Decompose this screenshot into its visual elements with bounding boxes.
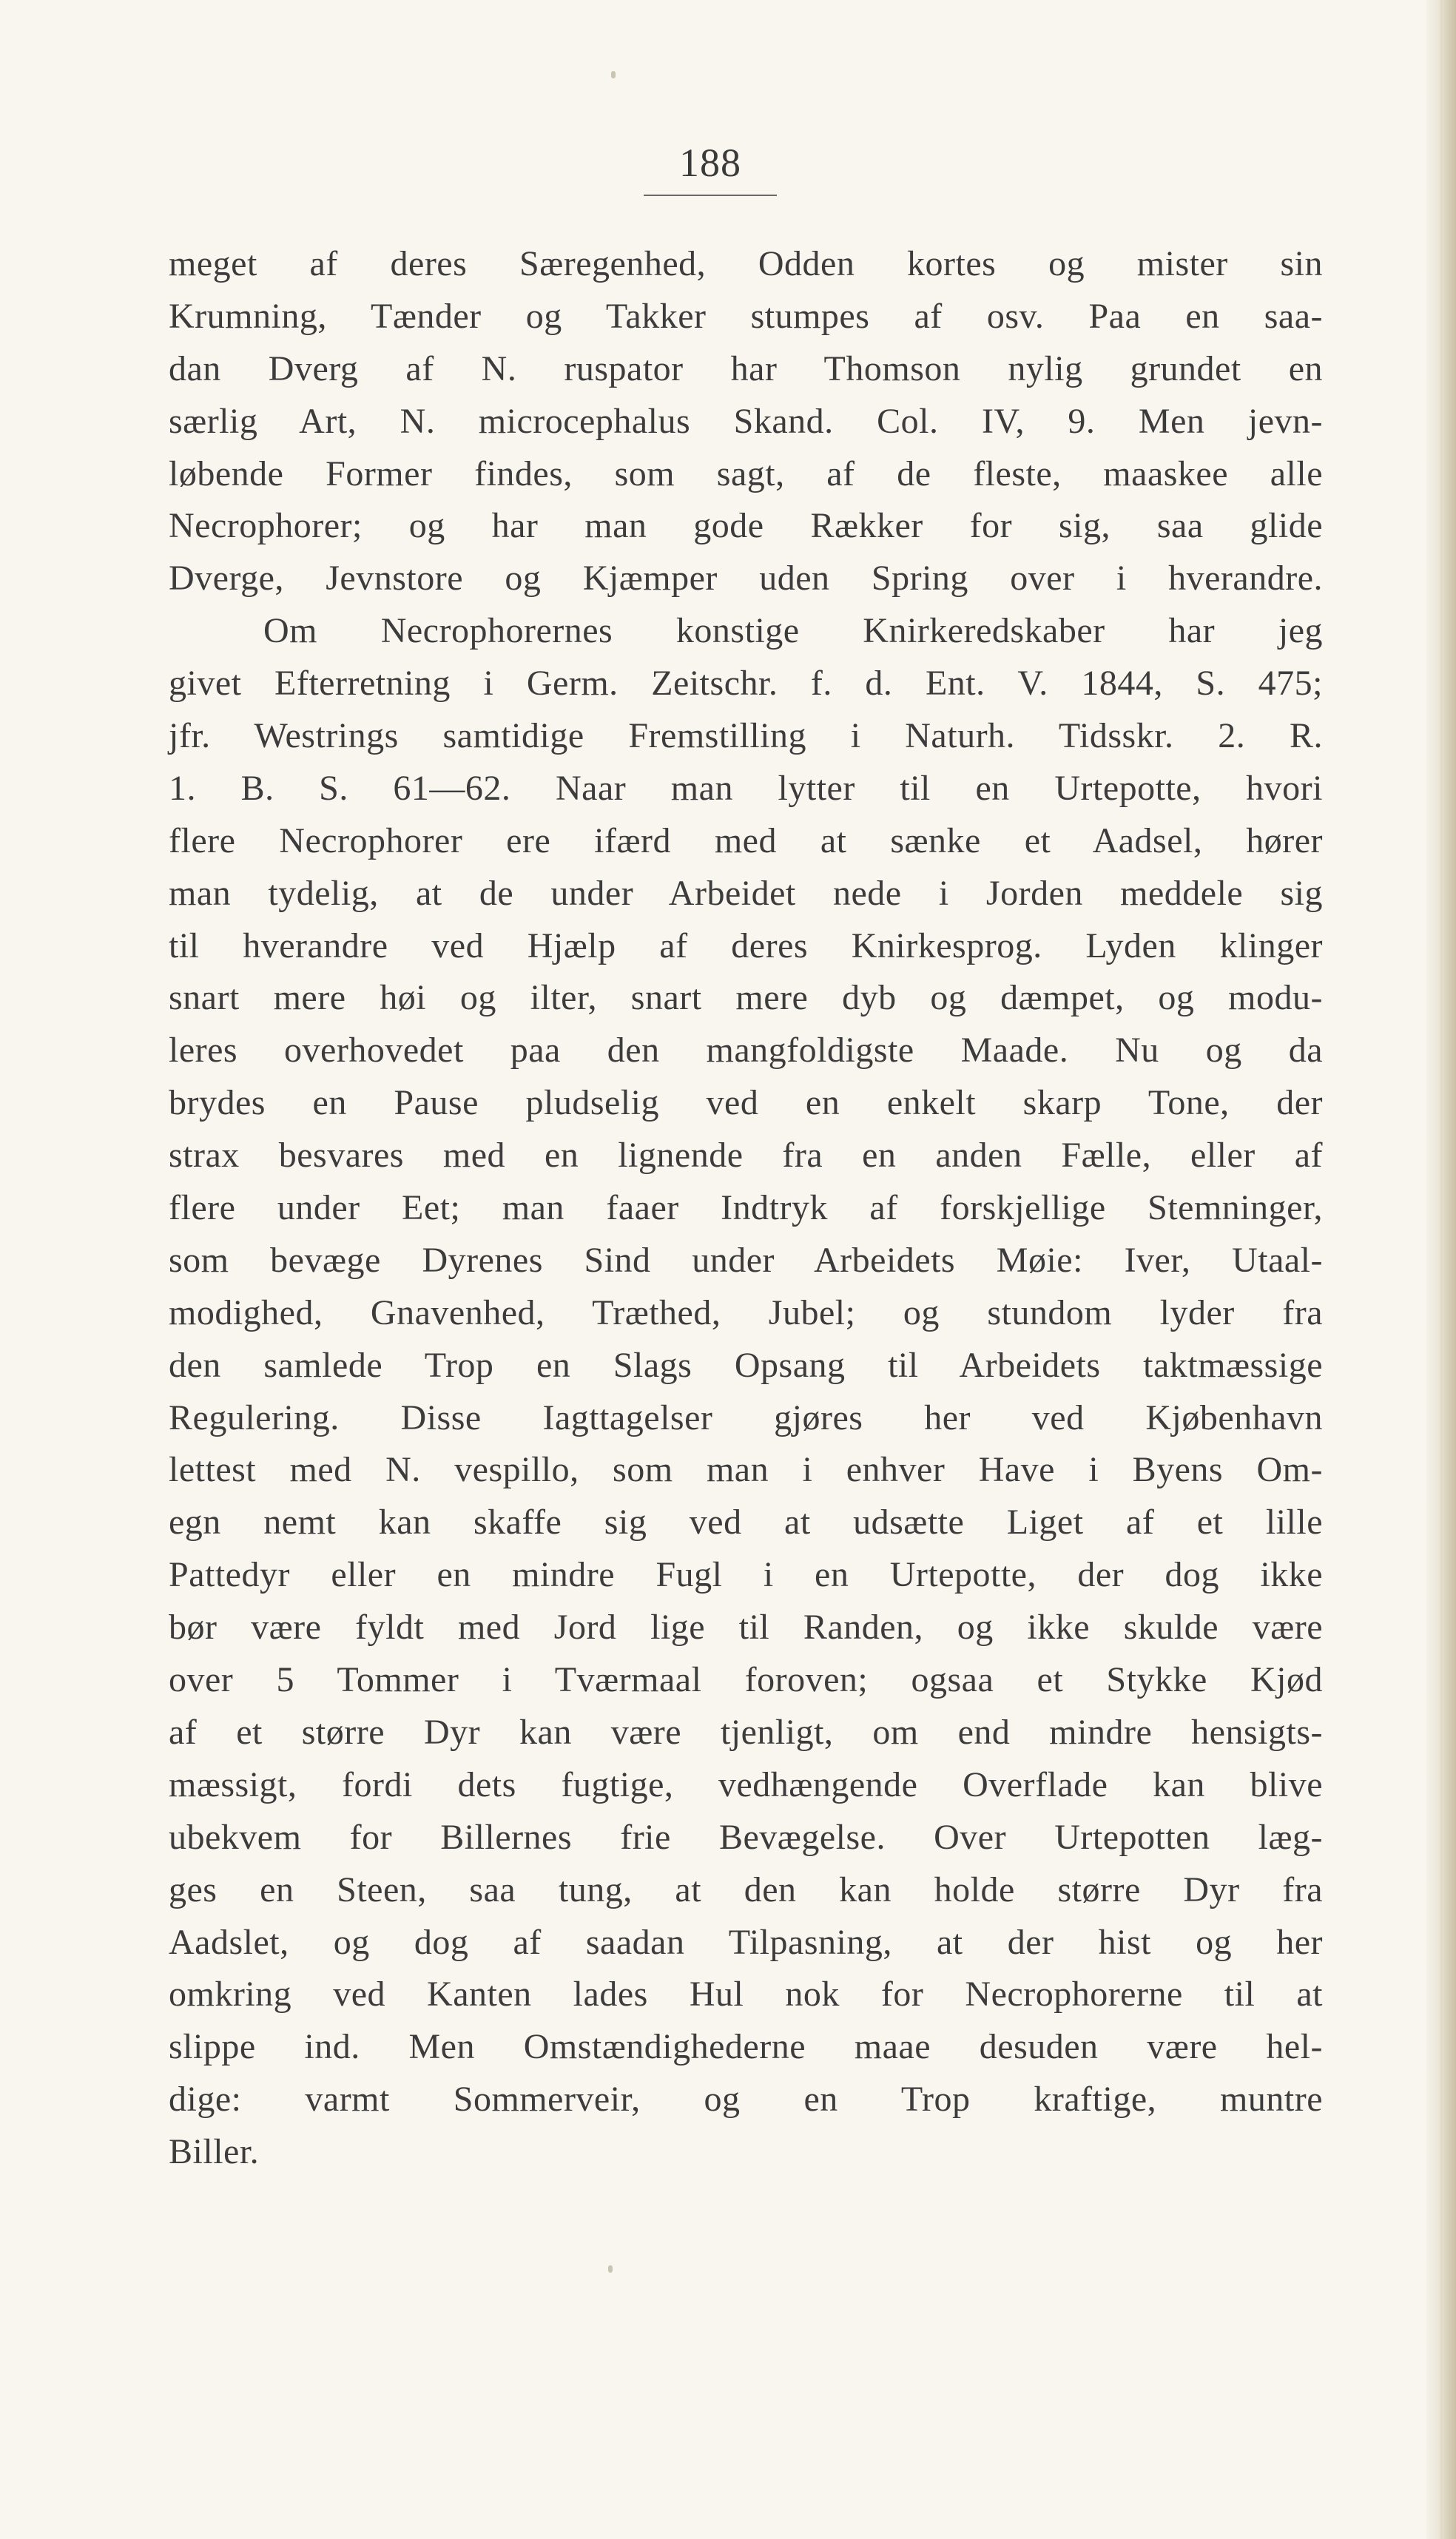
text-line: flere under Eet; man faaer Indtryk af forskjellige Stemninger,: [169, 1188, 1323, 1228]
text-line: egn nemt kan skaffe sig ved at udsætte Liget af et lille: [169, 1503, 1323, 1542]
text-line: over 5 Tommer i Tværmaal foroven; ogsaa et Stykke Kjød: [169, 1660, 1323, 1700]
text-line: modighed, Gnavenhed, Træthed, Jubel; og stundom lyder fra: [169, 1292, 1323, 1332]
text-line: af et større Dyr kan være tjenligt, om end mindre hensigts-: [169, 1712, 1323, 1752]
text-line: ubekvem for Billernes frie Bevægelse. Over Urtepotten læg-: [169, 1817, 1323, 1857]
text-line: slippe ind. Men Omstændighederne maae desuden være hel-: [169, 2027, 1323, 2067]
text-line: lettest med N. vespillo, som man i enhver Have i Byens Om-: [169, 1450, 1323, 1490]
text-line: den samlede Trop en Slags Opsang til Arbeidets taktmæssige: [169, 1345, 1323, 1385]
text-line: Krumning, Tænder og Takker stumpes af osv. Paa en saa-: [169, 296, 1323, 336]
text-line: Dverge, Jevnstore og Kjæmper uden Spring over i hverandre.: [169, 559, 1323, 598]
text-line: Biller.: [169, 2132, 260, 2172]
text-line: som bevæge Dyrenes Sind under Arbeidets Møie: Iver, Utaal-: [169, 1240, 1323, 1280]
text-line: flere Necrophorer ere ifærd med at sænke et Aadsel, hører: [169, 820, 1323, 860]
text-line: leres overhovedet paa den mangfoldigste Maade. Nu og da: [169, 1031, 1323, 1070]
page-number: 188: [679, 141, 741, 185]
text-line: omkring ved Kanten lades Hul nok for Necrophorerne til at: [169, 1975, 1323, 2014]
text-line: brydes en Pause pludselig ved en enkelt skarp Tone, der: [169, 1083, 1323, 1123]
text-line: mæssigt, fordi dets fugtige, vedhængende Overflade kan blive: [169, 1764, 1323, 1804]
page-edge-line: [1440, 0, 1443, 2539]
text-line: 1. B. S. 61—62. Naar man lytter til en Urtepotte, hvori: [169, 768, 1323, 808]
text-line: snart mere høi og ilter, snart mere dyb og dæmpet, og modu-: [169, 978, 1323, 1018]
body-text: [169, 238, 1323, 2179]
text-line: strax besvares med en lignende fra en anden Fælle, eller af: [169, 1136, 1323, 1176]
text-line: man tydelig, at de under Arbeidet nede i Jorden meddele sig: [169, 873, 1323, 913]
text-line: til hverandre ved Hjælp af deres Knirkesprog. Lyden klinger: [169, 925, 1323, 965]
text-line: Pattedyr eller en mindre Fugl i en Urtepotte, der dog ikke: [169, 1555, 1323, 1595]
text-line: meget af deres Særegenhed, Odden kortes og mister sin: [169, 244, 1323, 283]
text-line: jfr. Westrings samtidige Fremstilling i Naturh. Tidsskr. 2. R.: [169, 716, 1323, 756]
text-line: Aadslet, og dog af saadan Tilpasning, at der hist og her: [169, 1922, 1323, 1962]
text-line: løbende Former findes, som sagt, af de fleste, maaskee alle: [169, 453, 1323, 493]
text-line: Om Necrophorernes konstige Knirkeredskaber har jeg: [263, 611, 1323, 651]
text-line: særlig Art, N. microcephalus Skand. Col. IV, 9. Men jevn-: [169, 401, 1323, 441]
text-line: Regulering. Disse Iagttagelser gjøres her ved Kjøbenhavn: [169, 1397, 1323, 1437]
page-number-rule: [644, 195, 777, 196]
text-line: Necrophorer; og har man gode Rækker for sig, saa glide: [169, 506, 1323, 546]
text-line: ges en Steen, saa tung, at den kan holde større Dyr fra: [169, 1869, 1323, 1909]
paper-speck: [608, 2265, 613, 2273]
text-line: dige: varmt Sommerveir, og en Trop kraftige, muntre: [169, 2080, 1323, 2120]
text-line: bør være fyldt med Jord lige til Randen, og ikke skulde være: [169, 1608, 1323, 1648]
text-line: dan Dverg af N. ruspator har Thomson nylig grundet en: [169, 348, 1323, 388]
paper-speck: [611, 71, 616, 78]
text-line: givet Efterretning i Germ. Zeitschr. f. d. Ent. V. 1844, S. 475;: [169, 664, 1323, 704]
